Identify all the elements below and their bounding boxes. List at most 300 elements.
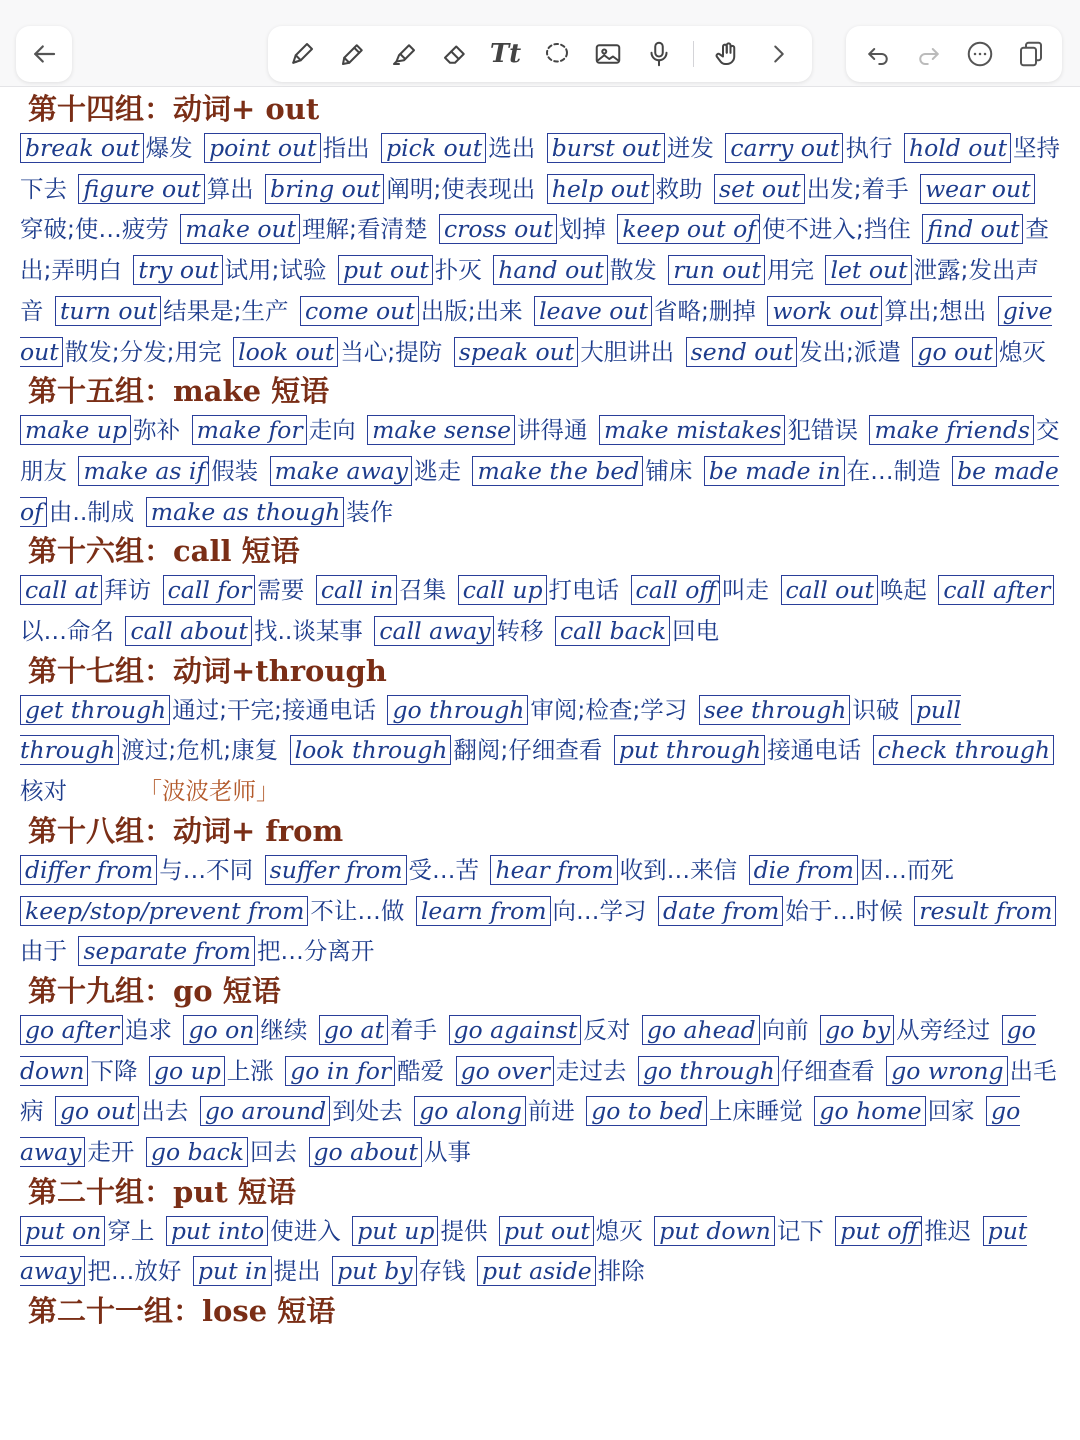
phrase-item	[381, 134, 539, 162]
phrase-chinese: 走向	[308, 416, 356, 445]
phrase-chinese: 受…苦	[408, 855, 479, 884]
phrase-chinese: 扑灭	[434, 256, 482, 285]
phrase-item	[204, 134, 373, 162]
phrase-english: figure out	[78, 174, 204, 204]
phrase-item	[20, 416, 184, 444]
group-title: 第十八组：动词+ from	[28, 813, 344, 848]
phrase-english: go along	[414, 1096, 526, 1126]
phrase-chinese: 穿上	[107, 1216, 155, 1245]
phrase-chinese: 反对	[583, 1015, 631, 1044]
phrase-item	[352, 1217, 491, 1245]
phrase-item	[309, 1138, 475, 1166]
hand-draw-icon[interactable]	[711, 37, 745, 71]
phrase-english: pick out	[381, 133, 486, 163]
phrase-english: date from	[658, 896, 783, 926]
phrase-english: hear from	[490, 855, 617, 885]
phrase-item	[285, 1057, 448, 1085]
phrase-item	[439, 215, 610, 243]
phrase-item	[458, 576, 623, 604]
teacher-signature: 「波波老师」	[138, 777, 280, 806]
phrase-chinese: 着手	[390, 1015, 438, 1044]
phrase-item	[704, 457, 945, 485]
phrase-english: go out	[55, 1096, 139, 1126]
phrase-chinese: 使不进入;挡住	[761, 215, 911, 244]
phrase-item	[332, 1257, 469, 1285]
phrase-chinese: 试用;试验	[224, 256, 327, 285]
phrase-chinese: 收到…来信	[619, 855, 738, 884]
phrase-english: see through	[699, 695, 851, 725]
phrase-english: go back	[146, 1137, 248, 1167]
phrase-item	[454, 338, 678, 366]
phrase-english: differ from	[20, 855, 157, 885]
phrase-english: try out	[133, 255, 222, 285]
phrase-english: put up	[352, 1216, 438, 1246]
phrase-item	[414, 1097, 579, 1125]
phrase-chinese: 发出;派遣	[799, 337, 901, 366]
phrase-chinese: 打电话	[548, 576, 620, 605]
phrase-english: put aside	[477, 1256, 596, 1286]
phrase-chinese: 救助	[655, 174, 703, 203]
phrase-chinese: 散发	[609, 256, 657, 285]
phrase-english: put into	[166, 1216, 268, 1246]
phrase-english: look through	[290, 735, 452, 765]
phrase-item	[265, 175, 539, 203]
phrase-chinese: 追求	[124, 1015, 172, 1044]
phrase-item	[146, 1138, 301, 1166]
phrase-english: go against	[449, 1015, 582, 1045]
phrase-chinese: 下降	[90, 1056, 138, 1085]
pen-icon[interactable]	[285, 37, 319, 71]
phrase-chinese: 到处去	[332, 1097, 403, 1126]
phrase-item	[183, 1016, 311, 1044]
highlighter-icon[interactable]	[387, 37, 421, 71]
phrase-chinese: 在…制造	[846, 456, 941, 485]
phrase-chinese: 当心;提防	[340, 337, 443, 366]
phrase-item	[265, 856, 483, 884]
phrase-item	[374, 617, 547, 645]
phrase-english: keep/stop/prevent from	[20, 896, 308, 926]
phrase-chinese: 提出	[273, 1257, 321, 1286]
phrase-item	[316, 576, 450, 604]
phrase-chinese: 坚持下去	[20, 134, 1061, 203]
group-title: 第十九组：go 短语	[28, 973, 281, 1008]
phrase-english: make up	[20, 415, 131, 445]
phrase-english: point out	[204, 133, 320, 163]
phrase-list	[20, 690, 1060, 812]
phrase-chinese: 记下	[776, 1216, 824, 1245]
phrase-item	[686, 338, 905, 366]
phrase-english: make for	[192, 415, 307, 445]
image-icon[interactable]	[591, 37, 625, 71]
phrase-english: hand out	[493, 255, 608, 285]
text-tool-icon[interactable]: Tt	[489, 39, 522, 69]
phrase-item	[125, 617, 366, 645]
phrase-chinese: 不让…做	[310, 896, 405, 925]
phrase-english: call back	[555, 616, 670, 646]
phrase-chinese: 散发;分发;用完	[64, 337, 222, 366]
phrase-item	[493, 256, 661, 284]
phrase-chinese: 回电	[672, 617, 720, 646]
phrase-english: burst out	[547, 133, 665, 163]
phrase-english: go to bed	[586, 1096, 707, 1126]
phrase-chinese: 讲得通	[517, 416, 588, 445]
phrase-english: call away	[374, 616, 494, 646]
phrase-english: let out	[825, 255, 911, 285]
phrase-english: go up	[149, 1056, 225, 1086]
phrase-item	[456, 1057, 631, 1085]
chevron-right-icon[interactable]	[762, 37, 796, 71]
redo-icon[interactable]	[912, 37, 946, 71]
phrase-chinese: 上涨	[226, 1056, 274, 1085]
phrase-item	[555, 617, 723, 645]
phrase-chinese: 向前	[761, 1015, 809, 1044]
phrase-english: go wrong	[886, 1056, 1007, 1086]
phrase-english: put in	[193, 1256, 272, 1286]
phrase-chinese: 拜访	[104, 576, 152, 605]
phrase-item	[78, 175, 257, 203]
phrase-chinese: 省略;删掉	[653, 296, 756, 325]
phrase-chinese: 出发;着手	[806, 174, 909, 203]
phrase-chinese: 从事	[423, 1138, 471, 1167]
phrase-english: be made of	[20, 456, 1059, 526]
phrase-chinese: 把…放好	[87, 1257, 182, 1286]
phrase-chinese: 前进	[527, 1097, 575, 1126]
phrase-english: find out	[922, 214, 1023, 244]
phrase-chinese: 召集	[399, 576, 447, 605]
phrase-item	[547, 175, 707, 203]
phrase-chinese: 结果是;生产	[163, 296, 289, 325]
phrase-chinese: 交朋友	[20, 416, 1060, 485]
eraser-icon[interactable]	[438, 37, 472, 71]
phrase-chinese: 算出	[206, 174, 254, 203]
phrase-list	[20, 850, 1060, 972]
phrase-item	[20, 856, 257, 884]
phrase-chinese: 从旁经过	[896, 1015, 991, 1044]
phrase-item	[180, 215, 431, 243]
phrase-chinese: 存钱	[418, 1257, 466, 1286]
phrase-english: go in for	[285, 1056, 395, 1086]
top-toolbar	[0, 0, 1080, 87]
phrase-item	[449, 1016, 635, 1044]
phrase-english: put by	[332, 1256, 416, 1286]
phrase-english: look out	[233, 337, 338, 367]
phrase-english: go through	[638, 1056, 779, 1086]
phrase-english: wear out	[920, 174, 1034, 204]
more-icon[interactable]	[963, 37, 997, 71]
phrase-english: make away	[270, 456, 412, 486]
phrase-chinese: 铺床	[645, 456, 693, 485]
phrase-english: result from	[914, 896, 1056, 926]
phrase-english: pull through	[20, 695, 962, 765]
phrase-chinese: 上床睡觉	[708, 1097, 803, 1126]
phrase-chinese: 泄露;发出声音	[20, 256, 1039, 325]
phrase-item	[20, 134, 197, 162]
phrase-item	[338, 256, 486, 284]
phrase-english: give out	[20, 296, 1053, 366]
phrase-chinese: 与…不同	[159, 855, 254, 884]
phrase-english: learn from	[416, 896, 551, 926]
phrase-chinese: 回去	[250, 1138, 298, 1167]
phrase-item	[714, 175, 913, 203]
phrase-chinese: 执行	[845, 134, 893, 162]
phrase-chinese: 识破	[852, 695, 900, 724]
phrase-english: make the bed	[472, 456, 643, 486]
microphone-icon[interactable]	[642, 37, 676, 71]
phrase-item	[767, 297, 990, 325]
phrase-item	[193, 1257, 325, 1285]
phrase-item	[820, 1016, 994, 1044]
phrase-english: go by	[820, 1015, 894, 1045]
phrase-chinese: 熄灭	[595, 1216, 643, 1245]
phrase-chinese: 排除	[597, 1257, 645, 1286]
phrase-chinese: 出版;出来	[420, 296, 523, 325]
phrase-item	[499, 1217, 647, 1245]
phrase-english: hold out	[904, 133, 1011, 163]
phrase-chinese: 由于	[20, 937, 67, 966]
phrase-chinese: 犯错误	[787, 416, 858, 445]
phrase-item	[133, 256, 330, 284]
phrase-chinese: 使进入	[270, 1216, 341, 1245]
drawing-tools	[268, 26, 812, 82]
group-title: 第十七组：动词+through	[28, 653, 387, 688]
phrase-chinese: 提供	[440, 1216, 488, 1245]
phrase-english: go away	[20, 1097, 1021, 1167]
phrase-item	[835, 1217, 975, 1245]
phrase-english: carry out	[725, 133, 843, 163]
phrase-english: set out	[714, 174, 805, 204]
phrase-item	[319, 1016, 441, 1044]
phrase-item	[912, 338, 1049, 366]
phrase-chinese: 迸发	[666, 134, 714, 162]
phrase-english: come out	[300, 296, 419, 326]
phrase-english: make friends	[869, 415, 1034, 445]
phrase-list	[20, 410, 1060, 532]
note-page	[20, 90, 1060, 1330]
phrase-item	[586, 1097, 807, 1125]
phrase-item	[78, 457, 262, 485]
phrase-english: run out	[668, 255, 765, 285]
phrase-english: call up	[458, 575, 547, 605]
phrase-item	[20, 897, 408, 925]
phrase-chinese: 查出;弄明白	[20, 215, 1049, 285]
phrase-item	[477, 1257, 649, 1285]
phrase-chinese: 因…而死	[859, 855, 954, 884]
history-tools	[846, 26, 1062, 82]
phrase-english: make out	[180, 214, 300, 244]
phrase-chinese: 穿破;使…疲劳	[20, 215, 169, 244]
back-button[interactable]	[16, 26, 72, 82]
phrase-english: work out	[767, 296, 882, 326]
phrase-chinese: 指出	[322, 134, 370, 162]
phrase-chinese: 走开	[87, 1138, 135, 1167]
phrase-chinese: 出去	[141, 1097, 189, 1126]
phrase-english: call for	[163, 575, 256, 605]
phrase-item	[200, 1097, 407, 1125]
phrase-chinese: 算出;想出	[884, 296, 987, 325]
phrase-chinese: 逃走	[413, 456, 461, 485]
phrase-english: call about	[125, 616, 251, 646]
phrase-english: make sense	[367, 415, 515, 445]
phrase-item	[20, 576, 155, 604]
phrase-english: go over	[456, 1056, 554, 1086]
phrase-item	[490, 856, 741, 884]
phrase-item	[20, 1217, 158, 1245]
phrase-english: call in	[316, 575, 397, 605]
phrase-english: go on	[183, 1015, 258, 1045]
phrase-chinese: 找..谈某事	[253, 617, 363, 646]
phrase-item	[725, 134, 896, 162]
phrase-item	[367, 416, 591, 444]
phrase-item	[387, 696, 691, 724]
phrase-chinese: 酷爱	[397, 1056, 445, 1085]
phrase-english: put through	[614, 735, 765, 765]
phrase-english: send out	[686, 337, 797, 367]
phrase-chinese: 把…分离开	[256, 937, 375, 966]
phrase-english: leave out	[534, 296, 652, 326]
phrase-item	[749, 856, 958, 884]
phrase-chinese: 唤起	[879, 576, 927, 605]
phrase-english: make mistakes	[599, 415, 785, 445]
phrase-chinese: 叫走	[722, 576, 770, 605]
phrase-item	[781, 576, 931, 604]
phrase-english: keep out of	[617, 214, 760, 244]
phrase-item	[192, 416, 360, 444]
phrase-item	[233, 338, 446, 366]
phrase-chinese: 翻阅;仔细查看	[453, 736, 603, 765]
phrase-chinese: 大胆讲出	[580, 337, 675, 366]
undo-icon[interactable]	[861, 37, 895, 71]
phrase-item	[270, 457, 465, 485]
phrase-list	[20, 128, 1060, 372]
phrase-chinese: 理解;看清楚	[302, 215, 428, 244]
phrase-english: go through	[387, 695, 528, 725]
phrase-item	[55, 1097, 192, 1125]
phrase-chinese: 出毛病	[20, 1056, 1057, 1126]
phrase-chinese: 通过;干完;接通电话	[172, 695, 376, 724]
phrase-item	[78, 937, 378, 965]
phrase-item	[146, 498, 398, 526]
phrase-item	[614, 736, 865, 764]
phrase-english: turn out	[55, 296, 161, 326]
phrase-item	[163, 576, 309, 604]
phrase-english: help out	[547, 174, 654, 204]
phrase-english: go after	[20, 1015, 123, 1045]
phrase-english: put on	[20, 1216, 105, 1246]
phrase-english: go about	[309, 1137, 422, 1167]
phrase-item	[631, 576, 773, 604]
phrase-english: put away	[20, 1216, 1028, 1286]
phrase-chinese: 回家	[927, 1097, 975, 1126]
toolbar-divider	[693, 41, 694, 67]
phrase-chinese: 推迟	[924, 1216, 972, 1245]
phrase-item	[55, 297, 293, 325]
phrase-chinese: 核对	[20, 777, 67, 806]
phrase-english: call out	[781, 575, 878, 605]
phrase-item	[300, 297, 527, 325]
phrase-item	[547, 134, 718, 162]
phrase-item	[658, 897, 907, 925]
phrase-chinese: 始于…时候	[785, 896, 903, 925]
lasso-icon[interactable]	[540, 37, 574, 71]
phrase-chinese: 以…命名	[20, 617, 114, 646]
phrase-english: go ahead	[642, 1015, 760, 1045]
phrase-english: speak out	[454, 337, 578, 367]
phrase-english: call at	[20, 575, 102, 605]
phrase-english: go at	[319, 1015, 388, 1045]
group-title: 第十四组：动词+ out	[28, 92, 320, 126]
phrase-item	[599, 416, 862, 444]
phrase-chinese: 用完	[767, 256, 814, 285]
phrase-chinese: 向…学习	[552, 896, 647, 925]
phrase-english: go down	[20, 1015, 1036, 1085]
phrase-item	[290, 736, 607, 764]
phrase-chinese: 接通电话	[767, 736, 862, 765]
phrase-item	[20, 696, 380, 724]
phrase-item	[668, 256, 818, 284]
pencil-icon[interactable]	[336, 37, 370, 71]
phrase-chinese: 需要	[257, 576, 305, 605]
phrase-list	[20, 1010, 1060, 1173]
phrase-list	[20, 570, 1060, 651]
phrase-english: put out	[499, 1216, 594, 1246]
phrase-item	[638, 1057, 879, 1085]
phrase-chinese: 熄灭	[998, 337, 1046, 366]
phrase-item	[166, 1217, 345, 1245]
phrase-english: be made in	[704, 456, 845, 486]
phrase-english: die from	[749, 855, 858, 885]
phrase-item	[20, 1016, 176, 1044]
phrase-list	[20, 1211, 1060, 1292]
phrase-item	[814, 1097, 978, 1125]
phrase-english: bring out	[265, 174, 384, 204]
phrase-item	[642, 1016, 813, 1044]
phrase-item	[699, 696, 904, 724]
phrase-chinese: 阐明;使表现出	[386, 174, 536, 203]
arrow-left-icon[interactable]	[27, 37, 61, 71]
phrase-english: get through	[20, 695, 170, 725]
phrase-english: cross out	[439, 214, 557, 244]
phrase-item	[617, 215, 915, 243]
group-title: 第十六组：call 短语	[28, 534, 300, 569]
phrase-chinese: 渡过;危机;康复	[121, 736, 279, 765]
phrase-english: put down	[654, 1216, 775, 1246]
group-title: 第十五组：make 短语	[28, 374, 330, 409]
phrase-item	[149, 1057, 278, 1085]
phrase-english: call off	[631, 575, 720, 605]
group-title: 第二十一组：lose 短语	[28, 1294, 336, 1329]
phrase-chinese: 假装	[211, 456, 259, 485]
phrase-item	[534, 297, 760, 325]
phrase-english: suffer from	[265, 855, 407, 885]
phrase-chinese: 装作	[346, 497, 394, 526]
phrase-item	[416, 897, 651, 925]
phrase-english: make as if	[78, 456, 209, 486]
phrase-chinese: 走过去	[555, 1056, 627, 1085]
phrase-item	[654, 1217, 828, 1245]
phrase-chinese: 划掉	[558, 215, 606, 244]
pages-icon[interactable]	[1014, 37, 1048, 71]
phrase-chinese: 继续	[260, 1015, 308, 1044]
phrase-chinese: 选出	[488, 134, 536, 162]
phrase-english: call after	[938, 575, 1054, 605]
phrase-chinese: 转移	[496, 617, 544, 646]
phrase-english: break out	[20, 133, 144, 163]
phrase-chinese: 审阅;检查;学习	[530, 695, 688, 724]
phrase-english: put out	[338, 255, 433, 285]
phrase-chinese: 弥补	[133, 416, 181, 445]
group-title: 第二十组：put 短语	[28, 1174, 296, 1209]
phrase-english: go home	[814, 1096, 925, 1126]
